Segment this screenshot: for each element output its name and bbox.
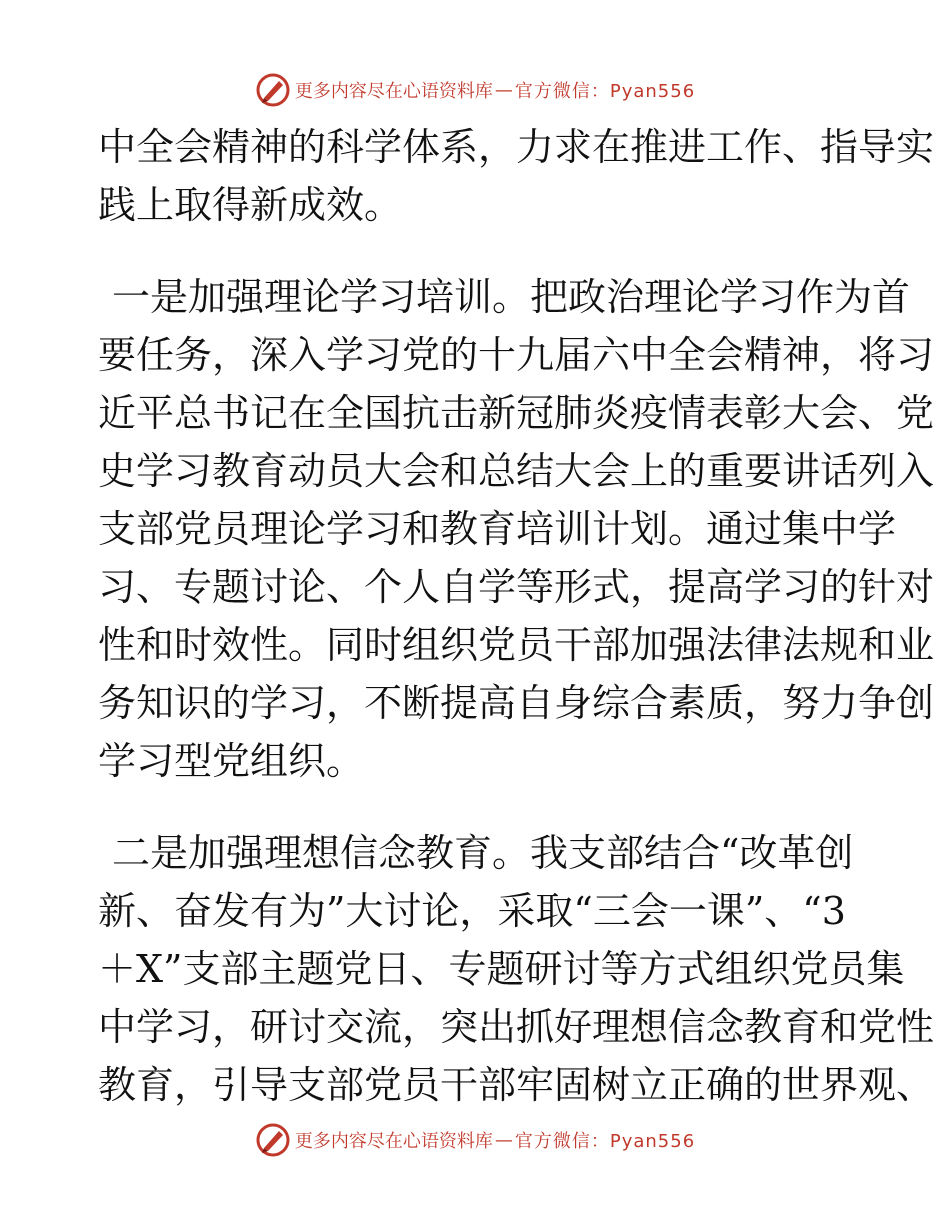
watermark-brand: 更多内容尽在心语资料库 xyxy=(294,81,493,102)
document-body xyxy=(98,118,935,1114)
text-line: 一是加强理论学习培训。把政治理论学习作为首 xyxy=(112,275,911,319)
text-line: 二是加强理想信念教育。我支部结合“改革创 xyxy=(112,831,854,875)
text-line: 教育，引导支部党员干部牢固树立正确的世界观、 xyxy=(98,1063,935,1107)
text-line: 要任务，深入学习党的十九届六中全会精神，将习 xyxy=(98,333,935,377)
watermark-contact: 官方微信：Pyan556 xyxy=(514,81,696,102)
paragraph-intro-tail xyxy=(98,118,935,234)
pen-logo-icon xyxy=(255,72,291,108)
text-line: 务知识的学习，不断提高自身综合素质，努力争创 xyxy=(98,681,935,725)
text-line: 习、专题讨论、个人自学等形式，提高学习的针对 xyxy=(98,565,935,609)
text-line: 支部党员理论学习和教育培训计划。通过集中学 xyxy=(98,507,897,551)
watermark-separator: — xyxy=(494,1129,513,1151)
text-line: 新、奋发有为”大讨论，采取“三会一课”、“3 xyxy=(98,889,846,933)
watermark-header xyxy=(0,70,950,110)
watermark-footer xyxy=(0,1120,950,1160)
text-line: 践上取得新成效。 xyxy=(98,183,403,227)
text-line: 性和时效性。同时组织党员干部加强法律法规和业 xyxy=(98,623,935,667)
text-line: 学习型党组织。 xyxy=(98,739,365,783)
watermark-separator: — xyxy=(494,79,513,101)
text-line: 史学习教育动员大会和总结大会上的重要讲话列入 xyxy=(98,449,935,493)
paragraph-ideals-education xyxy=(98,824,935,1114)
text-line: 中全会精神的科学体系，力求在推进工作、指导实 xyxy=(98,125,935,169)
text-line: 中学习，研讨交流，突出抓好理想信念教育和党性 xyxy=(98,1005,935,1049)
watermark-brand: 更多内容尽在心语资料库 xyxy=(294,1131,493,1152)
text-line: ＋X”支部主题党日、专题研讨等方式组织党员集 xyxy=(98,947,905,991)
paragraph-theory-study xyxy=(98,268,935,790)
watermark-contact: 官方微信：Pyan556 xyxy=(514,1131,696,1152)
pen-logo-icon xyxy=(255,1122,291,1158)
text-line: 近平总书记在全国抗击新冠肺炎疫情表彰大会、党 xyxy=(98,391,935,435)
